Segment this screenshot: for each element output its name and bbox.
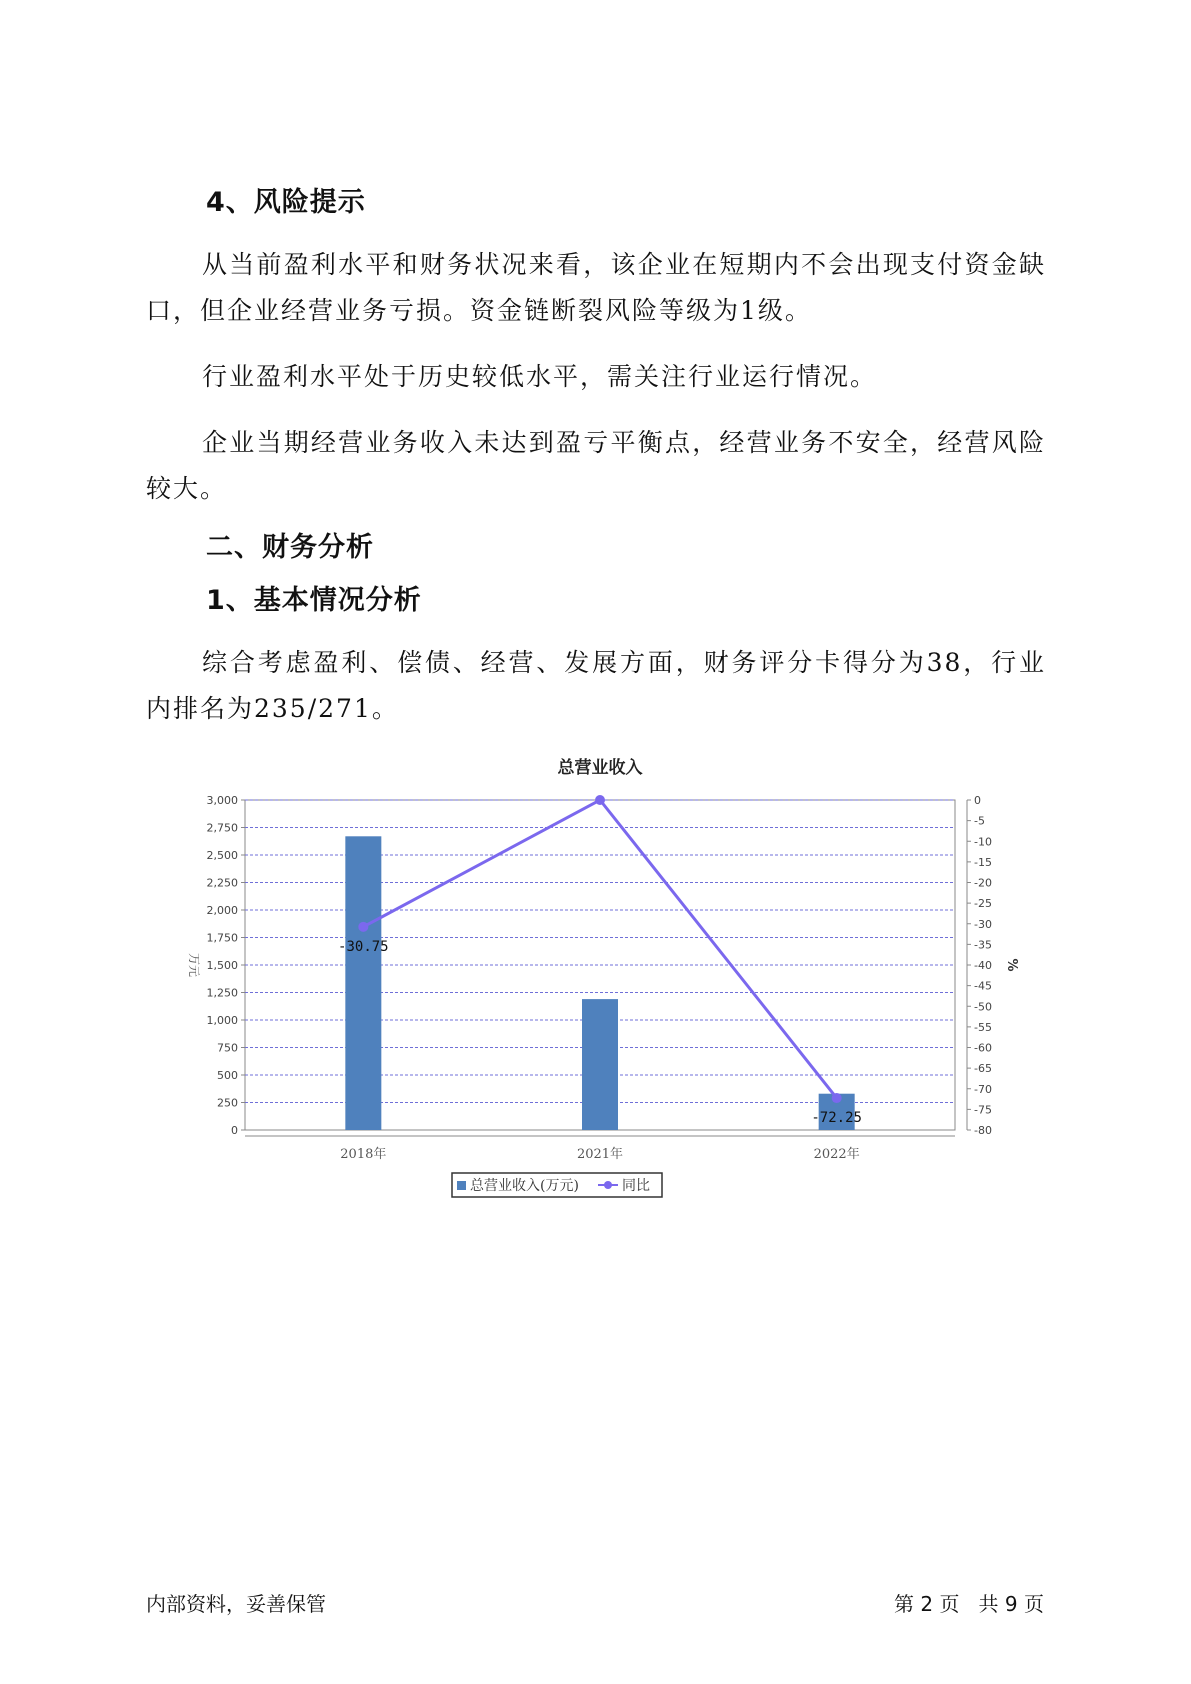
- y-tick-label: 250: [217, 1096, 238, 1110]
- y-tick-label: 2,250: [206, 876, 238, 890]
- yoy-point: [358, 922, 368, 932]
- y-tick-label: 1,250: [206, 986, 238, 1000]
- revenue-bar: [345, 836, 381, 1130]
- y2-tick-label: -50: [974, 1000, 992, 1014]
- revenue-bar: [582, 999, 618, 1130]
- y2-tick-label: -70: [974, 1082, 992, 1096]
- y2-tick-label: -30: [974, 917, 992, 931]
- y-tick-label: 2,500: [206, 849, 238, 862]
- footer-confidential: 内部资料，妥善保管: [146, 1592, 326, 1616]
- yoy-point: [832, 1093, 842, 1103]
- y-tick-label: 1,750: [206, 931, 238, 945]
- chart-canvas: [170, 740, 1020, 1210]
- section-heading-risk: 4、风险提示: [206, 187, 366, 218]
- y2-tick-label: -45: [974, 979, 992, 993]
- y-tick-label: 2,750: [206, 821, 238, 835]
- section-heading-finance: 二、财务分析: [206, 532, 374, 563]
- y-axis-label: 万元: [187, 952, 201, 978]
- yoy-point: [595, 795, 605, 805]
- x-tick-label: 2021年: [576, 1147, 624, 1162]
- y-tick-label: 0: [231, 1124, 238, 1137]
- y2-tick-label: -25: [974, 897, 992, 911]
- y2-tick-label: -20: [974, 876, 992, 890]
- y2-tick-label: -40: [974, 959, 992, 972]
- subsection-heading-basic: 1、基本情况分析: [206, 585, 422, 616]
- y2-tick-label: -60: [974, 1041, 992, 1055]
- y-tick-label: 3,000: [206, 794, 238, 807]
- legend-swatch-point: [604, 1181, 612, 1189]
- y2-tick-label: -65: [974, 1062, 992, 1076]
- footer-page-number: 第 2 页 共 9 页: [894, 1592, 1044, 1616]
- paragraph: 行业盈利水平处于历史较低水平，需关注行业运行情况。: [202, 362, 878, 391]
- paragraph: 综合考虑盈利、偿债、经营、发展方面，财务评分卡得分为38，行业内排名为235/271。: [146, 648, 1046, 723]
- legend-label-revenue: 总营业收入(万元): [470, 1178, 579, 1194]
- yoy-data-label: -72.25: [811, 1110, 862, 1127]
- y-tick-label: 500: [217, 1069, 238, 1082]
- y2-tick-label: -5: [974, 814, 985, 828]
- revenue-chart: [170, 740, 1020, 1210]
- y2-tick-label: -55: [974, 1020, 992, 1034]
- y2-tick-label: -75: [974, 1103, 992, 1117]
- y2-tick-label: -15: [974, 855, 992, 869]
- legend-swatch-bar: [457, 1181, 466, 1190]
- y2-tick-label: -80: [974, 1124, 992, 1137]
- y2-tick-label: 0: [974, 794, 981, 807]
- y-tick-label: 1,500: [206, 959, 238, 972]
- y2-tick-label: -35: [974, 938, 992, 952]
- x-tick-label: 2022年: [813, 1147, 860, 1162]
- paragraph: 从当前盈利水平和财务状况来看，该企业在短期内不会出现支付资金缺口，但企业经营业务亏损。资金链断裂风险等级为1级。: [146, 250, 1046, 325]
- paragraph: 企业当期经营业务收入未达到盈亏平衡点，经营业务不安全，经营风险较大。: [146, 428, 1046, 503]
- y-tick-label: 750: [217, 1041, 238, 1055]
- legend-label-yoy: 同比: [622, 1178, 650, 1194]
- x-tick-label: 2018年: [340, 1147, 387, 1162]
- y-tick-label: 2,000: [206, 904, 238, 917]
- yoy-data-label: -30.75: [338, 938, 389, 955]
- y2-tick-label: -10: [974, 835, 992, 849]
- y-tick-label: 1,000: [206, 1014, 238, 1027]
- y2-axis-label: %: [1004, 958, 1019, 972]
- chart-title: 总营业收入: [557, 758, 643, 778]
